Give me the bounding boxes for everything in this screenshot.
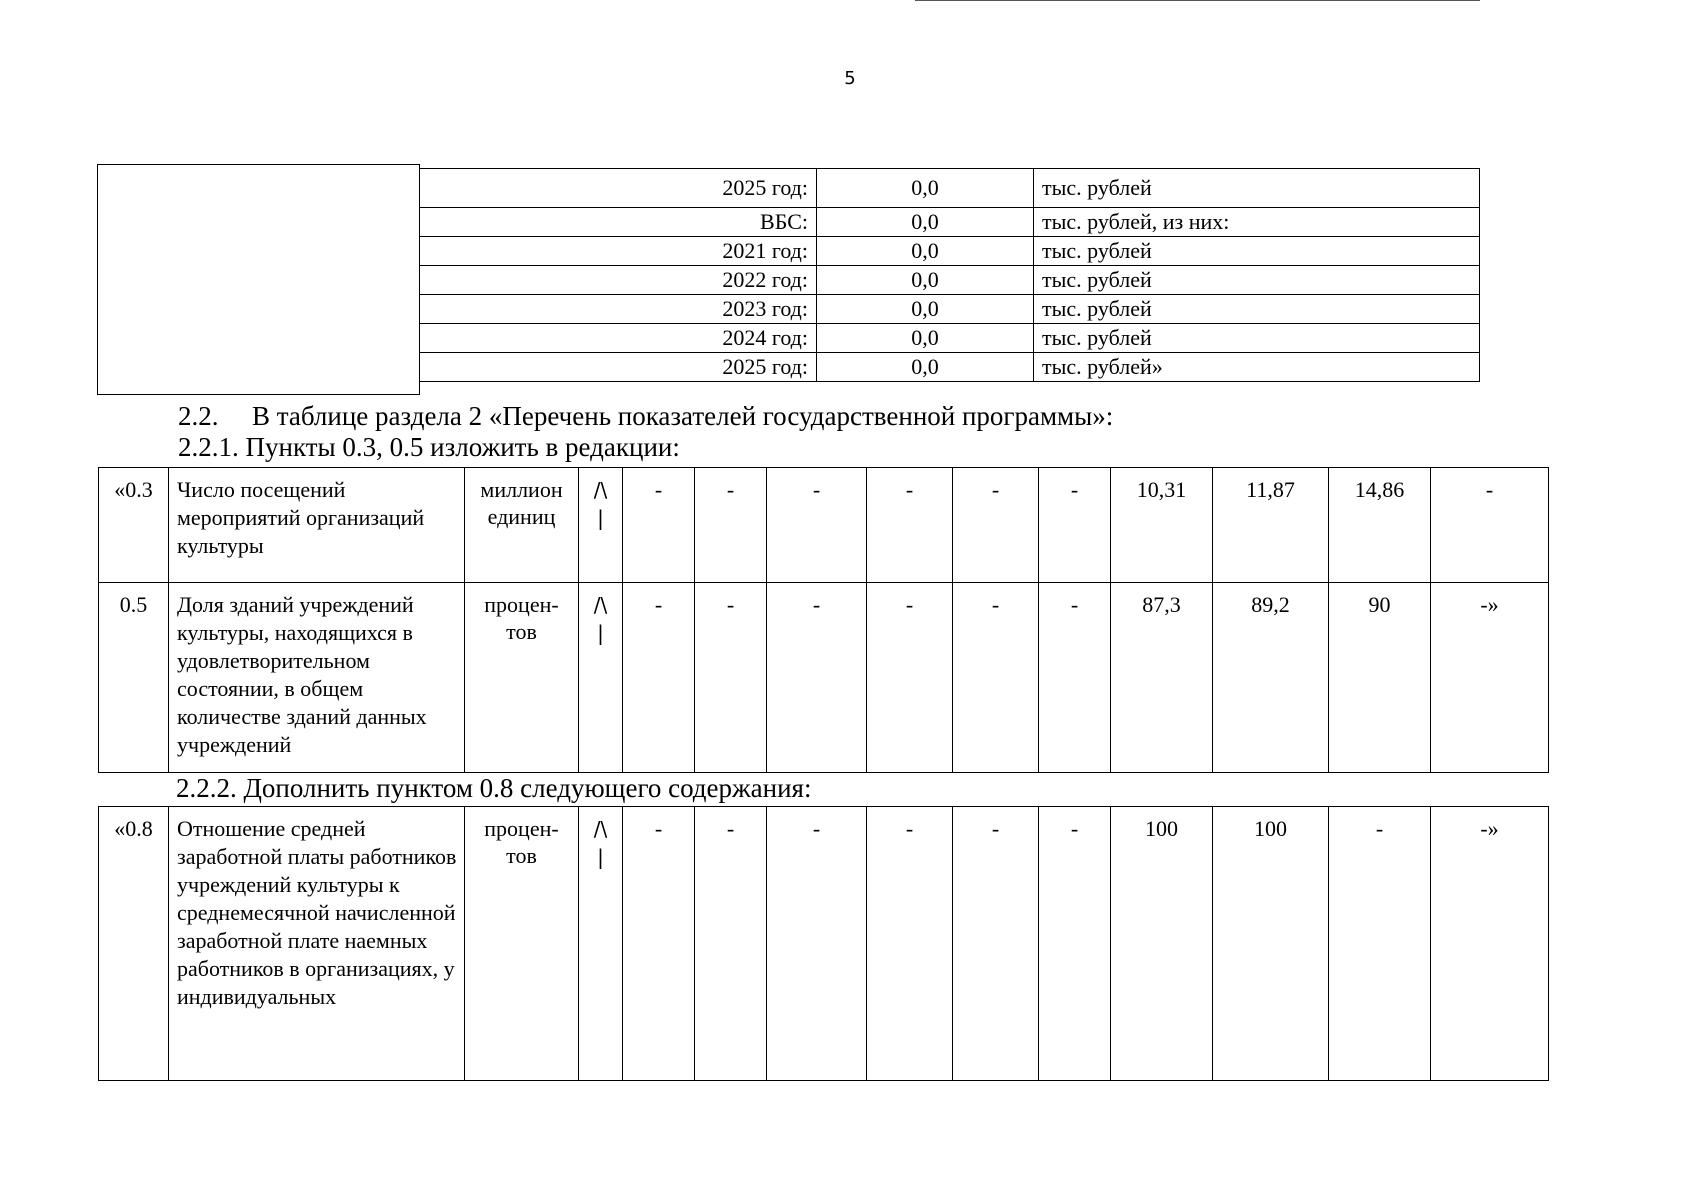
funding-unit: тыс. рублей: [1034, 324, 1480, 353]
table-row: [99, 807, 1549, 1081]
funding-unit: тыс. рублей: [1034, 169, 1480, 208]
indicator-name: Число посещений мероприятий организаций культуры: [169, 468, 465, 583]
table-cell: -: [695, 468, 767, 583]
funding-unit: тыс. рублей: [1034, 295, 1480, 324]
funding-value: 0,0: [817, 237, 1034, 266]
trend-arrow-icon: /\: [593, 478, 608, 502]
funding-value: 0,0: [817, 169, 1034, 208]
funding-unit: тыс. рублей, из них:: [1034, 208, 1480, 237]
table-cell: -: [623, 583, 695, 773]
table-row: [99, 468, 1549, 583]
table-cell: -: [867, 468, 953, 583]
indicator-unit: миллион единиц: [465, 468, 579, 583]
funding-row: [420, 237, 1480, 266]
funding-label: 2025 год:: [420, 353, 817, 382]
trend-bar-icon: |: [597, 845, 604, 869]
table-cell: -: [953, 807, 1039, 1081]
funding-label: 2021 год:: [420, 237, 817, 266]
funding-value: 0,0: [817, 295, 1034, 324]
top-rule: [915, 0, 1480, 1]
trend-bar-icon: |: [597, 506, 604, 530]
funding-row: [420, 324, 1480, 353]
table-cell: -: [867, 807, 953, 1081]
trend-symbol: [579, 468, 623, 583]
paragraph-text: В таблице раздела 2 «Перечень показателей государственной программы»:: [252, 401, 1114, 431]
funding-row: [420, 353, 1480, 382]
funding-row: [420, 169, 1480, 208]
funding-table: [419, 168, 1480, 382]
paragraph-2-2: [178, 401, 1113, 431]
table-cell: -: [767, 583, 867, 773]
table-cell: -: [1039, 468, 1111, 583]
table-cell: -: [695, 807, 767, 1081]
table-cell: 100: [1213, 807, 1329, 1081]
funding-value: 0,0: [817, 266, 1034, 295]
trend-bar-icon: |: [597, 621, 604, 645]
paragraph-2-2-2: 2.2.2. Дополнить пунктом 0.8 следующего содержания:: [176, 773, 812, 803]
indicator-number: «0.8: [99, 807, 169, 1081]
table-cell: -: [1039, 807, 1111, 1081]
trend-arrow-icon: /\: [593, 593, 608, 617]
funding-row: [420, 266, 1480, 295]
table-cell: -: [1039, 583, 1111, 773]
table-cell: 90: [1329, 583, 1431, 773]
funding-label: 2022 год:: [420, 266, 817, 295]
funding-value: 0,0: [817, 324, 1034, 353]
table-cell: -: [1329, 807, 1431, 1081]
table-cell: 89,2: [1213, 583, 1329, 773]
funding-unit: тыс. рублей: [1034, 266, 1480, 295]
indicators-table-addition: [98, 806, 1549, 1081]
indicators-table: [98, 467, 1549, 773]
table-cell: -: [695, 583, 767, 773]
funding-value: 0,0: [817, 353, 1034, 382]
table-cell: -: [953, 468, 1039, 583]
table-cell: -: [1431, 468, 1549, 583]
table-cell: -: [953, 583, 1039, 773]
funding-unit: тыс. рублей»: [1034, 353, 1480, 382]
table-cell: 87,3: [1111, 583, 1213, 773]
table-cell: 11,87: [1213, 468, 1329, 583]
trend-arrow-icon: /\: [593, 817, 608, 841]
table-cell: -: [767, 807, 867, 1081]
indicator-number: 0.5: [99, 583, 169, 773]
indicator-name: Отношение средней заработной платы работников учреждений культуры к среднемесячной начисленной заработной плате наемных работников в организациях, у индивидуальных: [169, 807, 465, 1081]
table-cell: -: [867, 583, 953, 773]
table-cell: -»: [1431, 807, 1549, 1081]
funding-value: 0,0: [817, 208, 1034, 237]
trend-symbol: [579, 583, 623, 773]
table-cell: -»: [1431, 583, 1549, 773]
funding-label: 2023 год:: [420, 295, 817, 324]
indicator-name: Доля зданий учреждений культуры, находящихся в удовлетворительном состоянии, в общем количестве зданий данных учреждений: [169, 583, 465, 773]
table-cell: -: [623, 807, 695, 1081]
table-cell: -: [623, 468, 695, 583]
funding-label: ВБС:: [420, 208, 817, 237]
funding-row: [420, 295, 1480, 324]
trend-symbol: [579, 807, 623, 1081]
page-number: 5: [844, 68, 856, 89]
indicator-unit: процен-тов: [465, 807, 579, 1081]
paragraph-2-2-1: 2.2.1. Пункты 0.3, 0.5 изложить в редакции:: [178, 432, 680, 462]
indicator-number: «0.3: [99, 468, 169, 583]
funding-unit: тыс. рублей: [1034, 237, 1480, 266]
funding-row: [420, 208, 1480, 237]
funding-label: 2025 год:: [420, 169, 817, 208]
table-cell: -: [767, 468, 867, 583]
funding-label: 2024 год:: [420, 324, 817, 353]
indicator-unit: процен-тов: [465, 583, 579, 773]
paragraph-number: 2.2.: [178, 401, 219, 431]
table-cell: 10,31: [1111, 468, 1213, 583]
table-cell: 100: [1111, 807, 1213, 1081]
table-row: [99, 583, 1549, 773]
table-cell: 14,86: [1329, 468, 1431, 583]
funding-left-cell: [97, 164, 420, 395]
